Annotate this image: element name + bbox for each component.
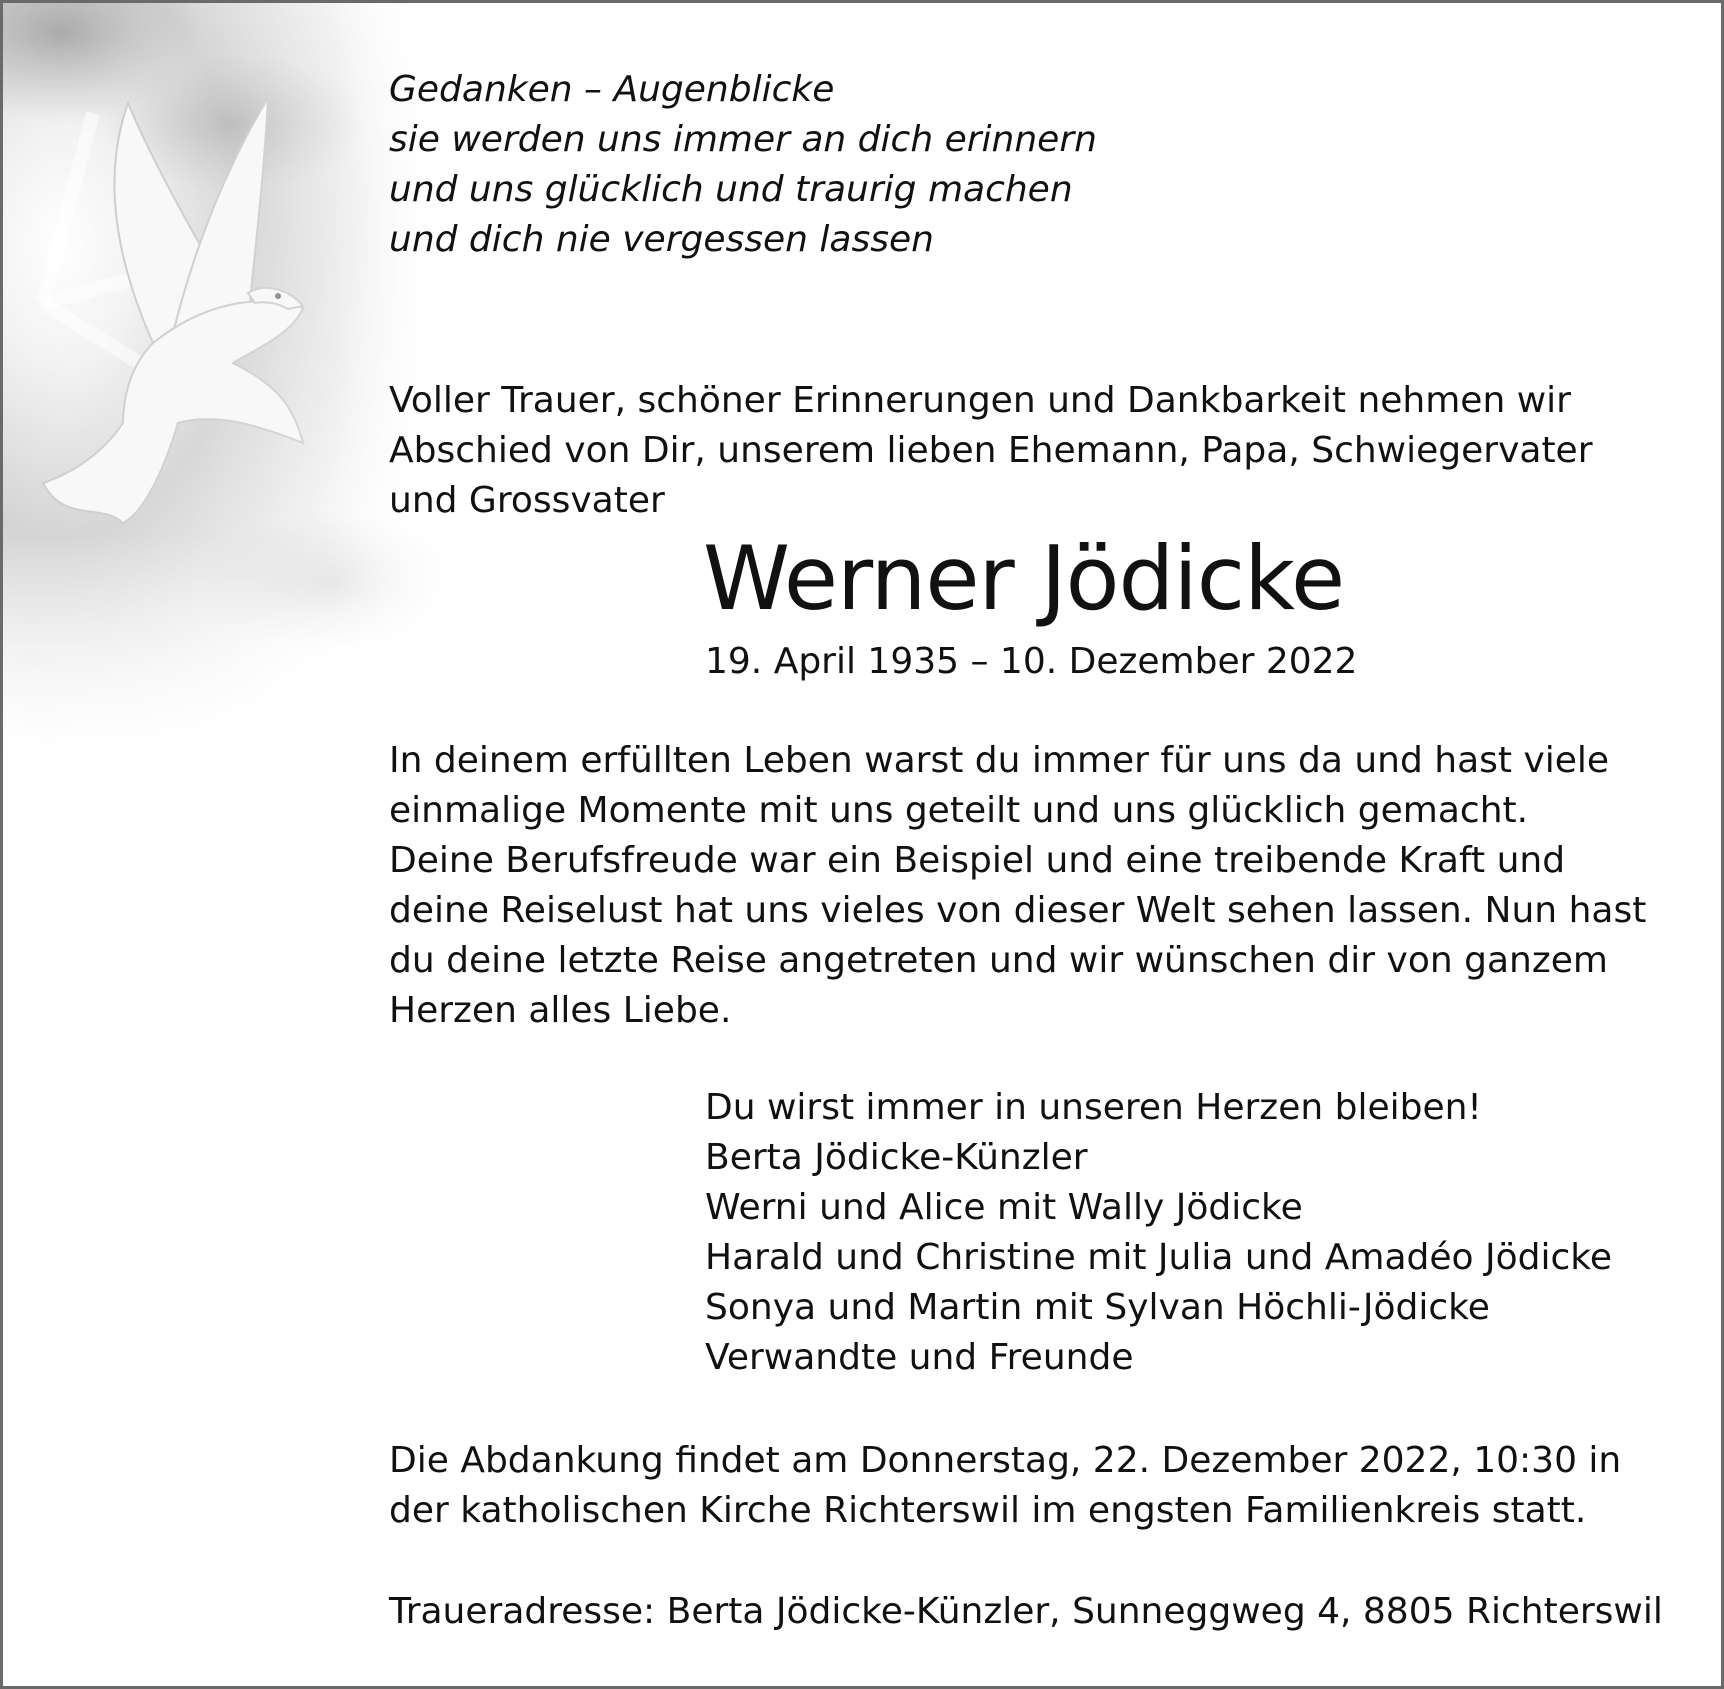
- poem-line: und uns glücklich und traurig machen: [389, 169, 1073, 210]
- tribute-line: deine Reiselust hat uns vieles von dieser Welt sehen lassen. Nun hast: [389, 890, 1647, 931]
- deceased-name: Werner Jödicke: [703, 527, 1345, 630]
- tribute-line: einmalige Momente mit uns geteilt und uns glücklich gemacht.: [389, 790, 1529, 831]
- mourner-entry: Werni und Alice mit Wally Jödicke: [705, 1187, 1303, 1228]
- service-notice: [389, 1436, 1621, 1536]
- intro-line: Voller Trauer, schöner Erinnerungen und Dankbarkeit nehmen wir: [389, 380, 1571, 421]
- intro-paragraph: [389, 376, 1593, 526]
- poem-line: sie werden uns immer an dich erinnern: [389, 119, 1097, 160]
- tribute-line: Herzen alles Liebe.: [389, 990, 732, 1031]
- mourning-address: Traueradresse: Berta Jödicke-Künzler, Sunneggweg 4, 8805 Richterswil: [389, 1591, 1663, 1632]
- tribute-line: In deinem erfüllten Leben warst du immer für uns da und hast viele: [389, 740, 1610, 781]
- tribute-paragraph: [389, 736, 1646, 1036]
- mourner-entry: Verwandte und Freunde: [705, 1337, 1134, 1378]
- intro-line: und Grossvater: [389, 480, 665, 521]
- mourners-list: [705, 1083, 1612, 1383]
- mourner-entry: Berta Jödicke-Künzler: [705, 1137, 1088, 1178]
- poem-line: und dich nie vergessen lassen: [389, 219, 934, 260]
- tribute-line: du deine letzte Reise angetreten und wir wünschen dir von ganzem: [389, 940, 1608, 981]
- mourners-farewell: Du wirst immer in unseren Herzen bleiben!: [705, 1087, 1482, 1128]
- service-line: der katholischen Kirche Richterswil im engsten Familienkreis statt.: [389, 1490, 1587, 1531]
- poem-line: Gedanken – Augenblicke: [389, 69, 835, 110]
- mourner-entry: Harald und Christine mit Julia und Amadéo Jödicke: [705, 1237, 1612, 1278]
- intro-line: Abschied von Dir, unserem lieben Ehemann, Papa, Schwiegervater: [389, 430, 1593, 471]
- tribute-line: Deine Berufsfreude war ein Beispiel und eine treibende Kraft und: [389, 840, 1566, 881]
- life-dates: 19. April 1935 – 10. Dezember 2022: [705, 641, 1358, 682]
- service-line: Die Abdankung findet am Donnerstag, 22. Dezember 2022, 10:30 in: [389, 1440, 1622, 1481]
- poem-block: [389, 65, 1097, 265]
- mourner-entry: Sonya und Martin mit Sylvan Höchli-Jödicke: [705, 1287, 1490, 1328]
